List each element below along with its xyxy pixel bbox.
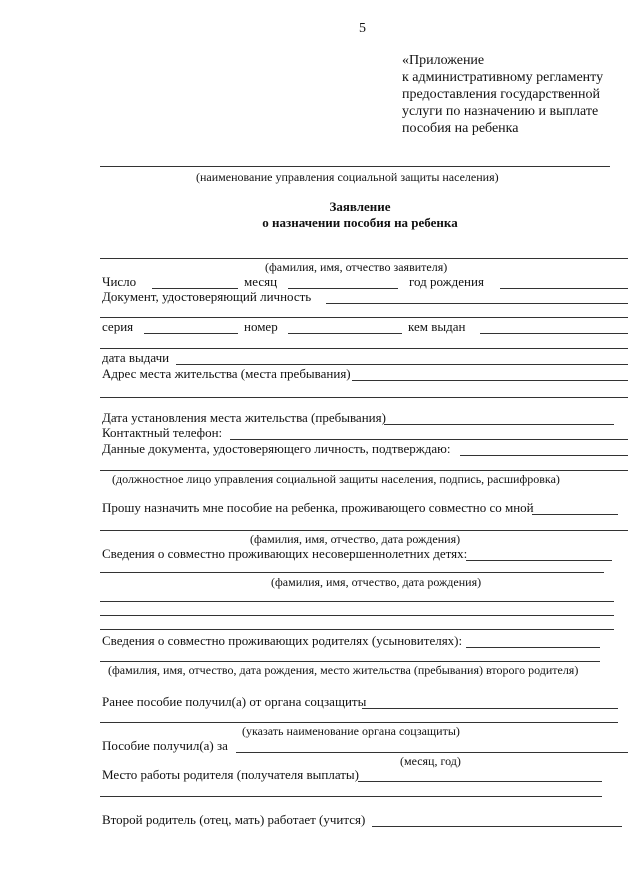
document-title: Заявление: [329, 199, 391, 214]
residence-date-field[interactable]: [384, 424, 614, 425]
appendix-line: «Приложение: [402, 53, 485, 68]
issued-by-label: кем выдан: [408, 319, 466, 334]
parents-info-field[interactable]: [466, 647, 600, 648]
children-info-label: Сведения о совместно проживающих несовершеннолетних детях:: [102, 546, 468, 561]
month-year-caption: (месяц, год): [400, 754, 461, 768]
request-label: Прошу назначить мне пособие на ребенка, проживающего совместно со мной: [102, 500, 534, 515]
prev-benefit-label: Ранее пособие получил(а) от органа соцзащиты: [102, 694, 367, 709]
applicant-caption: (фамилия, имя, отчество заявителя): [265, 260, 448, 274]
birth-year-label: год рождения: [409, 274, 484, 289]
benefit-period-field[interactable]: [236, 752, 628, 753]
id-document-field-continued[interactable]: [100, 317, 628, 318]
series-label: серия: [102, 319, 134, 334]
issue-date-field[interactable]: [176, 364, 628, 365]
appendix-header: [402, 52, 603, 137]
prev-benefit-field[interactable]: [362, 708, 618, 709]
official-signature-field[interactable]: [100, 470, 628, 471]
issued-by-field[interactable]: [480, 333, 628, 334]
request-field[interactable]: [532, 514, 618, 515]
child-name-field[interactable]: [100, 530, 628, 531]
children-list-line-2[interactable]: [100, 615, 614, 616]
second-parent-work-label: Второй родитель (отец, мать) работает (учится): [102, 812, 366, 827]
issue-date-label: дата выдачи: [102, 350, 170, 365]
office-caption: (наименование управления социальной защиты населения): [196, 170, 499, 184]
workplace-field-continued[interactable]: [100, 796, 602, 797]
document-subtitle: о назначении пособия на ребенка: [262, 215, 458, 230]
agency-name-field[interactable]: [100, 722, 618, 723]
phone-label: Контактный телефон:: [102, 425, 223, 440]
confirm-label: Данные документа, удостоверяющего личность, подтверждаю:: [102, 441, 451, 456]
month-label: месяц: [244, 274, 278, 289]
child-caption: (фамилия, имя, отчество, дата рождения): [250, 532, 461, 546]
agency-caption: (указать наименование органа соцзащиты): [242, 724, 460, 738]
number-label: номер: [244, 319, 278, 334]
birth-year-field[interactable]: [500, 288, 628, 289]
second-parent-field[interactable]: [100, 661, 600, 662]
children-info-field[interactable]: [466, 560, 612, 561]
children-info-field-continued[interactable]: [100, 572, 604, 573]
parent-caption: (фамилия, имя, отчество, дата рождения, место жительства (пребывания) второго родителя): [108, 663, 579, 677]
series-field[interactable]: [144, 333, 238, 334]
number-field[interactable]: [288, 333, 402, 334]
applicant-name-field[interactable]: [100, 258, 628, 259]
second-parent-work-field[interactable]: [372, 826, 622, 827]
appendix-line: к административному регламенту: [402, 70, 604, 85]
appendix-line: услуги по назначению и выплате: [402, 104, 599, 119]
day-label: Число: [102, 274, 137, 289]
address-label: Адрес места жительства (места пребывания): [102, 366, 351, 381]
children-list-line-3[interactable]: [100, 629, 614, 630]
official-caption: (должностное лицо управления социальной защиты населения, подпись, расшифровка): [112, 472, 560, 486]
issued-by-field-continued[interactable]: [100, 348, 628, 349]
phone-field[interactable]: [230, 439, 628, 440]
office-name-field[interactable]: [100, 166, 610, 167]
address-field-continued[interactable]: [100, 397, 628, 398]
children-caption: (фамилия, имя, отчество, дата рождения): [271, 575, 482, 589]
id-document-label: Документ, удостоверяющий личность: [102, 289, 312, 304]
parents-info-label: Сведения о совместно проживающих родителях (усыновителях):: [102, 633, 463, 648]
id-document-field[interactable]: [326, 303, 628, 304]
confirm-field[interactable]: [460, 455, 628, 456]
workplace-field[interactable]: [358, 781, 602, 782]
benefit-period-label: Пособие получил(а) за: [102, 738, 228, 753]
page-number: 5: [359, 21, 366, 36]
residence-date-label: Дата установления места жительства (пребывания): [102, 410, 386, 425]
address-field[interactable]: [352, 380, 628, 381]
children-list-line-1[interactable]: [100, 601, 614, 602]
workplace-label: Место работы родителя (получателя выплаты): [102, 767, 359, 782]
appendix-line: пособия на ребенка: [402, 121, 519, 136]
appendix-line: предоставления государственной: [402, 87, 601, 102]
